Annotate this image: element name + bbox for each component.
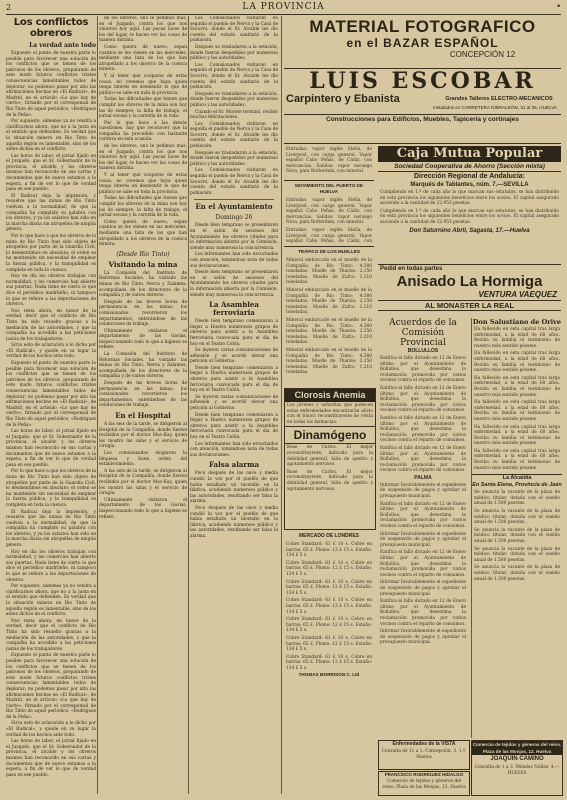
paragraph: Informar favorablemente el expediente de suspensión de pagos y aprobar el presupuesto municipal. (380, 482, 466, 500)
ad-title: Anisado La Hormiga (396, 273, 543, 290)
paragraph: Ratifica el fallo dictado en 12 de Enero último por el Ayuntamiento de Bollullos, que desestima la reclamación promovida por varios vecinos contra el reparto de consumos. (380, 356, 466, 384)
ad-address: Marqués de Tablantes, núm. 7.—SEVILLA (410, 182, 529, 188)
paragraph: Ratifica el fallo dictado en 12 de Enero último por el Ayuntamiento de Bollullos, que desestima la reclamación promovida por varios vecinos contra el reparto de consumos. (380, 415, 466, 444)
ad-clorosis-anemia (284, 388, 376, 530)
paragraph: Ratifica el fallo dictado en 12 de Enero último por el Ayuntamiento de Bollullos, que desestima la reclamación promovida por varios vecinos contra el reparto de consumos. (380, 599, 466, 627)
paragraph: Después se trasladaron a la estación, donde fueron despedidos por numeroso público y las autoridades. (190, 150, 278, 167)
paragraph: Ha fallecido en esta capital tras larga enfermedad, a la edad de 68 años. Reciba su familia el testimonio de nuestro más sentido pésame. (474, 351, 560, 374)
paragraph: Desde bien temprano comenzaron a llegar a Huelva numerosos grupos de obreros para asistir a la Asamblea ferroviaria convocada para el día de hoy en el Teatro Colón. (190, 365, 278, 394)
paragraph: Poco después de las once y media cundió la voz por el pueblo de que había estallado un incendio en la fábrica, acudiendo numeroso público y las autoridades, resultando ser falsa la alarma. (190, 505, 278, 539)
ad-title: Dinamógeno (285, 426, 375, 444)
paragraph: Después se trasladaron a la estación, donde fueron despedidos por numeroso público y las autoridades. (190, 44, 278, 62)
paragraph: Hoy en día los obreros trabajan con normalidad, y los comercios han abierto sus puertas. Nada tiene de cierto lo que dice el periódico madrileño, ni tampoco lo que se refiere a las deportaciones de obreros. (6, 549, 96, 583)
column-rule (188, 16, 189, 794)
paragraph: Todas las dificultades que tienen que cumplir los obreros de la mina son hoy las de siempre; la falta de trabajo, el jornal escaso y la carestía de la vida. (99, 97, 187, 120)
ad-text: Cobre Standard: 61 £ 10 s. Cobre en barras: 65 £. Plomo: 12 £ 15 s. Estaño: 134 £ 5 s. (286, 654, 372, 671)
ad-text: Cumpliendo en 1.º de cada año lo que marcan sus estatutos, se han distribuido en esta provincia los siguientes beneficios entre los socios. El capital asegurado asciende a la cantidad de 22.953 pesetas. (380, 208, 559, 225)
section-heading: Visitando la mina (108, 259, 178, 269)
paragraph: Las horas de labor, el jornal fijado en el Juzgado, que el Sr. Gobernador de la provincia, el alcalde y los obreros mismos han reconocido en sus cartas y documentos que de nuevo estamos a la espera, a fin de ver lo que de verdad pasa en ese pueblo. (6, 429, 96, 468)
ad-title: FRANCISCO RODRÍGUEZ HIDALGO (384, 772, 464, 777)
paragraph: Se anuncia la vacante de la plaza de médico titular, dotada con el sueldo anual de 1.500 pesetas. (474, 527, 560, 544)
paragraph: Todas las dificultades que tienen que cumplir los obreros de la mina son hoy las de siempre; la falta de trabajo, el jornal escaso y la carestía de la vida. (99, 196, 187, 219)
ad-trade: Carpintero y Ebanista (286, 93, 400, 105)
ad-text: Cobre Standard: 61 £ 10 s. Cobre en barras: 65 £. Plomo: 12 £ 15 s. Estaño: 134 £ 5 s. (286, 635, 372, 653)
ad-joaquin-camino (471, 740, 563, 796)
paragraph: El Radical deja la impresión, y resuelve que las minas de Rio Tinto vuelvan a la normalidad; de que la compañía ha cumplido su palabra con los obreros, y ya los salarios han sido en la marcha diaria sin atropellos de ningún género. (6, 509, 96, 549)
paragraph: Expuesto el punto de nuestra parte lo posible para favorecer una solución de los conflictos que se tienen de los patronos de los obreros, preparando de este modo futuros conflictos tristes consecuencias lamentables todos de deplorar; no podemos pasar por alto las afirmaciones hechas en «El Radical», de Madrid, en el artículo «Lo que hay de cierto», firmado por el corresponsal de Rio Tinto de aquel periódico, «Rodríguez de la Peña». (6, 51, 96, 118)
paragraph: Se anuncia la vacante de la plaza de médico titular, dotada con el sueldo anual de 1.500 pesetas. (474, 565, 560, 582)
article-column-1 (6, 16, 96, 794)
paragraph: Se anuncia la vacante de la plaza de médico titular, dotada con el sueldo anual de 1.500 pesetas. (474, 509, 560, 526)
paragraph: Por lo que hace a que los obreros de la mina de Rio Tinto han sido objeto de atropellos por parte de la Guardia Civil, lo desmentimos en absoluto; el orden se ha mantenido sin necesidad de emplear la fuerza pública, y la tranquilidad es completa en toda la cuenca. (6, 234, 96, 273)
paragraph: Los Comisionados visitaron en seguida el pueblo de Nerva y la Casa de Socorro, donde el Sr. Alcalde les dio cuenta del estado sanitario de la población. (190, 121, 278, 150)
ad-text: Entradas: vapor inglés Stella, de Liverpool, con carga general. Vapor español Cabo Peñas, de Cádiz, con mercancías. Salidas: vapor noruego Nora, para Rotterdam, con mineral. (286, 198, 372, 226)
paragraph: Ha fallecido en esta capital tras larga enfermedad, a la edad de 68 años. Reciba su familia el testimonio de nuestro más sentido pésame. (474, 400, 560, 422)
ad-luis-escobar (284, 68, 561, 144)
paragraph: Hoy en día los obreros trabajan con normalidad, y los comercios han abierto sus puertas. Nada tiene de cierto lo que dice el periódico madrileño, ni tampoco lo que se refiere a las deportaciones de obreros. (6, 274, 96, 308)
ad-address: Instalados en CARRETERA GIBRALEÓN, 31 al 35, HUELVA (433, 105, 557, 110)
paragraph: Ha fallecido en esta capital tras larga enfermedad, a la edad de 68 años. Reciba su familia el testimonio de nuestro más sentido pésame. (474, 375, 560, 398)
paragraph: Los informantes han sido escuchados con atención, tomándose nota de todas sus declaraciones. (190, 252, 278, 269)
ad-title: Enfermedades de la VISTA (392, 741, 456, 747)
paragraph: Ultimamente visitaron el departamento de las Gavias, inspeccionando todo lo que a higiene se refiere. (99, 328, 187, 351)
article-column-2 (99, 16, 187, 794)
ad-text: Cobre Standard: 61 £ 10 s. Cobre en barras: 65 £. Plomo: 12 £ 15 s. Estaño: 134 £ 5 s. (286, 617, 372, 634)
ad-movimiento-puerto (284, 180, 374, 245)
ad-trafico-muelles (284, 246, 374, 387)
ad-subtitle: VENTURA VAEQUEZ (478, 290, 557, 299)
paragraph: Y al tener que ocuparse de estas cosas, no creemos que haya quien tenga interés en desmentir lo que de público se sabe en toda la provincia. (99, 173, 187, 195)
dateline: Domingo 26 (215, 214, 253, 222)
paragraph: Ultimamente visitaron el departamento de las Gavias, inspeccionando todo lo que a higiene se refiere. (99, 497, 187, 520)
paragraph: Ratifica el fallo dictado en 12 de Enero último por el Ayuntamiento de Bollullos, que desestima la reclamación promovida por varios vecinos contra el reparto de consumos. (380, 385, 466, 414)
ad-line: Construcciones para Edificios, Muebles, Tapicería y cortinajes (284, 114, 561, 124)
paragraph: Por supuesto, sabemos ya no vendrá a clarificarnos ahora, que no a la justa en el sentido que defienden. Es verdad que la situación minera en Rio Tinto de aquella región es lamentable, sino de los antes dichos en el conflicto. (6, 584, 96, 618)
paragraph: Ratifica el fallo dictado en 12 de Enero último por el Ayuntamiento de Bollullos, que desestima la reclamación promovida por varios vecinos contra el reparto de consumos. (380, 550, 466, 578)
paragraph: Informar favorablemente el expediente de suspensión de pagos y aprobar el presupuesto municipal. (380, 629, 466, 646)
ad-text: Cobre Standard: 61 £ 10 s. Cobre en barras: 65 £. Plomo: 12 £ 15 s. Estaño: 134 £ 5 s. (286, 598, 372, 615)
paragraph: Expuesto el punto de nuestra parte lo posible para favorecer una solución de los conflictos que se tienen de los patronos de los obreros, preparando de este modo futuros conflictos tristes consecuencias lamentables todos de deplorar; no podemos pasar por alto las afirmaciones hechas en «El Radical», de Madrid, en el artículo «Lo que hay de cierto», firmado por el corresponsal de Rio Tinto de aquel periódico, «Rodríguez de la Peña». (6, 653, 96, 720)
article-subtitle: PALMA (414, 474, 432, 481)
paragraph: Ratifica el fallo dictado en 12 de Enero último por el Ayuntamiento de Bollullos, que desestima la reclamación promovida por varios vecinos contra el reparto de consumos. (380, 501, 466, 530)
ad-subtitle: AL MONASTER LA REAL (378, 300, 561, 311)
ad-workshop: Grandes Talleres ELECTRO-MECANICOS (445, 95, 553, 102)
paragraph: Desde bien temprano se presentaron en el salón de sesiones del Ayuntamiento los obreros citados para la información abierta por la Comisión, siendo muy numerosa la concurrencia. (190, 270, 278, 298)
ad-header: Comercio de tejidos y géneros del reino. Plaza de las Monjas, 12. Huelva (472, 742, 562, 754)
article-subtitle: La verdad ante todo (29, 42, 96, 49)
ad-text: Consulta de 11 a 1. Concepción, 3, 1.º. Huelva (381, 749, 467, 760)
section-heading: Falsa alarma (208, 460, 260, 470)
paragraph: Ha fallecido en esta capital tras larga enfermedad, a la edad de 68 años. Reciba su familia el testimonio de nuestro más sentido pésame. (474, 448, 560, 471)
ad-text: Cobre Standard: 61 £ 10 s. Cobre en barras: 65 £. Plomo: 12 £ 15 s. Estaño: 134 £ 5 s. (286, 579, 372, 596)
paragraph: La Comisión del Instituto de Reformas Sociales, ha visitado las minas de Rio Tinto, Nerva y Zalamea, acompañada de los directores de la compañía y de varios obreros. (99, 270, 187, 299)
paragraph: Nos resta ahora, en honor de la verdad, decir que el conflicto de Rio Tinto ha sido resuelto gracias a la mediación de las autoridades, y que la compañía ha accedido a las peticiones justas de los trabajadores. (6, 618, 96, 652)
paragraph: Ha fallecido en esta capital tras larga enfermedad, a la edad de 68 años. Reciba su familia el testimonio de nuestro más sentido pésame. (474, 424, 560, 447)
paragraph: Se leyeron varias comunicaciones de adhesión y se acordó elevar una petición al Gobierno. (190, 394, 278, 412)
ad-anisado-hormiga (378, 264, 561, 315)
paragraph: Las horas de labor, el jornal fijado en el Juzgado, que el Sr. Gobernador de la provincia, el alcalde y los obreros mismos han reconocido en sus cartas y documentos que de nuevo estamos a la espera, a fin de ver lo que de verdad pasa en ese pueblo. (6, 153, 96, 193)
paragraph: Sirva esto de aclaración a lo dicho por «El Radical», y quede en su lugar la verdad de los hechos ante todo. (6, 343, 96, 360)
section-heading: La Asamblea ferroviaria (209, 300, 259, 318)
divider (194, 199, 274, 200)
ad-signature: Don Saturnino Abril, Sagasta, 17.—Huelva (409, 227, 530, 234)
ad-address: CONCEPCIÓN 12 (449, 50, 516, 59)
ad-text: Comercio de tejidos y géneros del reino. Plaza de las Monjas, 12. Huelva (382, 779, 466, 790)
ad-text: Mineral embarcado en el muelle de la Compañía de Rio Tinto: 4.380 toneladas. Muelle de Tharsis: 2.150 toneladas. Muelle de Zafra: 1.210 toneladas. (286, 347, 372, 376)
ad-title: MATERIAL FOTOGRAFICO (309, 18, 536, 36)
ad-text: Entradas: vapor inglés Stella, de Liverpool, con carga general. Vapor español Cabo Peñas, de Cádiz, con (286, 227, 372, 245)
column-rule (97, 16, 98, 794)
ad-text: Entradas: vapor inglés Stella, de Liverpool, con carga general. Vapor español Cabo Peñas, de Cádiz, con mercancías. Salidas: vapor noruego Nora, para Rotterdam, con mineral. (286, 147, 372, 175)
ad-notice (284, 146, 374, 178)
section-heading: En el Hospital (115, 411, 171, 420)
page-header (6, 2, 561, 15)
paragraph: Por lo que hace a las demás cuestiones, hay que reconocer que la compañía ha procedido con bastante cordura en esta ocasión. (99, 120, 187, 143)
ad-text: Cumpliendo en 1.º de cada año lo que marcan sus estatutos, se han distribuido en esta provincia los siguientes beneficios entre los socios. El capital asegurado asciende a la cantidad de 22.953 pesetas. (380, 190, 559, 207)
ad-title: Caja Mutua Popular (378, 146, 561, 162)
ad-material-fotografico (284, 18, 561, 66)
ad-rodriguez-hidalgo (378, 771, 470, 796)
paragraph: Se leyeron varias comunicaciones de adhesión y se acordó elevar una petición al Gobierno. (190, 348, 278, 365)
paragraph: El Radical deja la impresión, y resuelve que las minas de Rio Tinto vuelvan a la normalidad; de que la compañía ha cumplido su palabra con los obreros, y ya los salarios han sido en la marcha diaria sin atropellos de ningún género. (6, 193, 96, 233)
page-number: 2 (6, 3, 12, 12)
article-orive (471, 318, 562, 738)
paragraph: de los obreros, uno le pedimos más, en el Juzgado, contra los que nos vinieron hoy aquí. Las pocas luces de los del lugar, le hacen ver las cosas de manera distinta. (99, 16, 187, 44)
article-title: Acuerdos de la Comisión Provincial (389, 318, 457, 348)
ad-title: MERCADO DE LONDRES (298, 533, 359, 539)
paragraph: Desde bien temprano comenzaron a llegar a Huelva numerosos grupos de obreros para asistir a la Asamblea ferroviaria convocada para el día de hoy en el Teatro Colón. (190, 319, 278, 347)
ad-name: LUIS ESCOBAR (309, 68, 536, 94)
ad-text: Cobre Standard: 61 £ 10 s. Cobre en barras: 65 £. Plomo: 12 £ 15 s. Estaño: 134 £ 5 s. (286, 542, 372, 559)
paragraph: Informar favorablemente el expediente de suspensión de pagos y aprobar el presupuesto municipal. (380, 580, 466, 597)
paragraph: Informar favorablemente el expediente de suspensión de pagos y aprobar el presupuesto municipal. (380, 531, 466, 548)
paragraph: Los informantes han sido escuchados con atención, tomándose nota de todas sus declaraciones. (190, 441, 278, 458)
advertisements-area (284, 16, 561, 794)
paragraph: Después de las breves horas de permanencia en las minas, los comisionados recorrieron los departamentos, enterándose de las condiciones de trabajo. (99, 381, 187, 409)
ad-caja-mutua (378, 146, 561, 261)
header-mark: • (556, 2, 561, 11)
paragraph: Por supuesto, sabemos ya no vendrá a clarificarnos ahora, que no a la justa en el sentido que defienden. Es verdad que la situación minera en Rio Tinto de aquella región es lamentable, sino de los antes dichos en el conflicto. (6, 119, 96, 153)
article-column-3 (190, 16, 278, 794)
paragraph: Y al tener que ocuparse de estas cosas, no creemos que haya quien tenga interés en desmentir lo que de público se sabe en toda la provincia. (99, 73, 187, 96)
ad-subtitle: en el BAZAR ESPAÑOL (346, 36, 499, 50)
paragraph: Por lo que hace a que los obreros de la mina de Rio Tinto han sido objeto de atropellos por parte de la Guardia Civil, lo desmentimos en absoluto; el orden se ha mantenido sin necesidad de emplear la fuerza pública, y la tranquilidad es completa en toda la cuenca. (6, 469, 96, 508)
ad-title: TRÁFICO DE LOS MUELLES (297, 249, 360, 254)
ad-text: Los jóvenes y señoritas que padecen estas enfermedades encontrarán alivio con el tónico reconstituyente de venta en todas las farmacias. (287, 403, 373, 425)
paragraph: Los Comisionados visitaron en seguida el pueblo de Nerva y la Casa de Socorro, donde el Sr. Alcalde les dio cuenta del estado sanitario de la población. (190, 168, 278, 196)
paragraph: Desde bien temprano se presentaron en el salón de sesiones del Ayuntamiento los obreros citados para la información abierta por la Comisión, siendo muy numerosa la concurrencia. (190, 223, 278, 251)
ad-text: Mineral embarcado en el muelle de la Compañía de Rio Tinto: 4.380 toneladas. Muelle de Tharsis: 2.150 toneladas. Muelle de Zafra: 1.210 toneladas. (286, 258, 372, 286)
paragraph: A las seis de la tarde, se dirigieron al Hospital de la Compañía, donde fueron recibidos por el doctor Mac-Kay, quien les mostró las salas y el servicio de cirugía. (99, 422, 187, 450)
paragraph: Como quiera de nuevo, sepan cuantos se les vienen en las mercedes, mediante una lista de los que han atropellado a los obreros de la cuenca minera. (99, 44, 187, 73)
article-acuerdos (378, 318, 468, 738)
ad-title: MOVIMIENTO DEL PUERTO DE HUELVA (295, 183, 363, 194)
ad-text: Base de Carlos. El mejor reconstituyente, indicado para la debilidad general, falta de apetito y agotamiento nervioso. (287, 445, 373, 468)
paragraph: Expuesto el punto de nuestra parte lo posible para favorecer una solución de los conflictos que se tienen de los patronos de los obreros, preparando de este modo futuros conflictos tristes consecuencias lamentables todos de deplorar; no podemos pasar por alto las afirmaciones hechas en «El Radical», de Madrid, en el artículo «Lo que hay de cierto», firmado por el corresponsal de Rio Tinto de aquel periódico, «Rodríguez de la Peña». (6, 361, 96, 428)
paragraph: Los Comisionados visitaron en seguida el pueblo de Nerva y la Casa de Socorro, donde el Sr. Alcalde les dio cuenta del estado sanitario de la población. (190, 62, 278, 91)
section-heading: En el Ayuntamiento (195, 202, 273, 212)
paragraph: Desde bien temprano comenzaron a llegar a Huelva numerosos grupos de obreros para asistir a la Asamblea ferroviaria convocada para el día de hoy en el Teatro Colón. (190, 412, 278, 440)
article-subtitle: En Santa Elena, Provincia de Jaén (472, 482, 562, 489)
paragraph: Ratifica el fallo dictado en 12 de Enero último por el Ayuntamiento de Bollullos, que desestima la reclamación promovida por varios vecinos contra el reparto de consumos. (380, 445, 466, 474)
paragraph: Después de las breves horas de permanencia en las minas, los comisionados recorrieron los departamentos, enterándose de las condiciones de trabajo. (99, 299, 187, 328)
paragraph: La Comisión del Instituto de Reformas Sociales, ha visitado las minas de Rio Tinto, Nerva y Zalamea, acompañada de los directores de la compañía y de varios obreros. (99, 352, 187, 380)
ad-subtitle: Sociedad Cooperativa de Ahorro (Sección mixta) (378, 162, 561, 172)
paragraph: Como quiera de nuevo, sepan cuantos se les vienen en las mercedes, mediante una lista de los que han atropellado a los obreros de la cuenca minera. (99, 219, 187, 248)
dateline: (Desde Rio Tinto) (116, 250, 170, 258)
article-title: Los conflictos obreros (13, 17, 89, 39)
ad-text: Consulta de 1 a 3. Méndez Núñez, 4.—HUELVA (474, 765, 560, 776)
ad-text: Mineral embarcado en el muelle de la Compañía de Rio Tinto: 4.380 toneladas. Muelle de Tharsis: 2.150 toneladas. Muelle de Zafra: 1.210 toneladas. (286, 287, 372, 316)
ad-text: Mineral embarcado en el muelle de la Compañía de Rio Tinto: 4.380 toneladas. Muelle de Tharsis: 2.150 toneladas. Muelle de Zafra: 1.210 toneladas. (286, 317, 372, 346)
article-title: Don Salustiano de Orive (472, 318, 562, 326)
masthead: LA PROVINCIA (242, 2, 325, 12)
paragraph: Los Comisionados visitaron en seguida el pueblo de Nerva y la Casa de Socorro, donde el Sr. Alcalde les dio cuenta del estado sanitario de la población. (190, 16, 278, 44)
ad-enfermedades-vista (378, 740, 470, 770)
paragraph: Las horas de labor, el jornal fijado en el Juzgado, que el Sr. Gobernador de la provincia, el alcalde y los obreros mismos han reconocido en sus cartas y documentos que de nuevo estamos a la espera, a fin de ver lo que de verdad pasa en ese pueblo. (6, 739, 96, 778)
ad-title: Clorosis Anemia (285, 389, 375, 402)
ad-signature: THOMAS MORRISON C. Ltd (298, 672, 360, 678)
paragraph: Nos resta ahora, en honor de la verdad, decir que el conflicto de Rio Tinto ha sido resuelto gracias a la mediación de las autoridades, y que la compañía ha accedido a las peticiones justas de los trabajadores. (6, 308, 96, 342)
paragraph: Se anuncia la vacante de la plaza de médico titular, dotada con el sueldo anual de 1.500 pesetas. (474, 490, 560, 507)
paragraph: Los comisionados elogiaron la limpieza y buen orden del establecimiento. (99, 450, 187, 468)
ad-text: Cobre Standard: 61 £ 10 s. Cobre en barras: 65 £. Plomo: 12 £ 15 s. Estaño: 134 £ 5 s. (286, 560, 372, 577)
paragraph: Poco después de las once y media cundió la voz por el pueblo de que había estallado un incendio en la fábrica, acudiendo numeroso público y las autoridades, resultando ser falsa la alarma. (190, 471, 278, 505)
ad-pretitle: Pedid en todas partes (380, 266, 443, 272)
ad-text: Base de Carlos. El mejor reconstituyente, indicado para la debilidad general, falta de apetito y agotamiento nervioso. (287, 469, 373, 492)
paragraph: de los obreros, uno le pedimos más, en el Juzgado, contra los que nos vinieron hoy aquí. Las pocas luces de los del lugar, le hacen ver las cosas de manera distinta. (99, 144, 187, 172)
paragraph: Se anuncia la vacante de la plaza de médico titular, dotada con el sueldo anual de 1.500 pesetas. (474, 546, 560, 563)
paragraph: Después se trasladaron a la estación, donde fueron despedidos por numeroso público y las autoridades. (190, 91, 278, 108)
article-title: La Alcaidía (472, 474, 562, 482)
ad-direction: Dirección Regional de Andalucía: (414, 173, 525, 180)
column-rule (281, 16, 282, 794)
paragraph: Cuando el Sr. Morote terminó, recibió muchas felicitaciones. (190, 109, 278, 121)
paragraph: A las seis de la tarde, se dirigieron al Hospital de la Compañía, donde fueron recibidos por el doctor Mac-Kay, quien les mostró las salas y el servicio de cirugía. (99, 468, 187, 497)
paragraph: Sirva esto de aclaración a lo dicho por «El Radical», y quede en su lugar la verdad de los hechos ante todo. (6, 721, 96, 738)
article-subtitle: BOLLULLOS (407, 348, 439, 354)
paragraph: Ha fallecido en esta capital tras larga enfermedad, a la edad de 68 años. Reciba su familia el testimonio de nuestro más sentido pésame. (474, 327, 560, 349)
ad-title: JOAQUÍN CAMINO (490, 756, 544, 762)
ad-mercado-londres (284, 532, 374, 782)
